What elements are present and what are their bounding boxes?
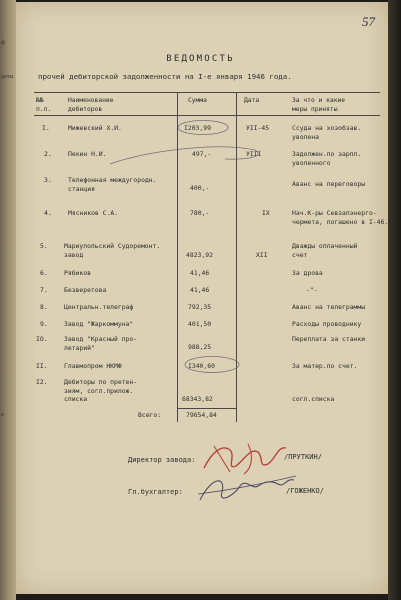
total-label: Всего: [138, 411, 162, 419]
row-num: IO. [36, 335, 48, 343]
header-name: Наименование дебиторов [68, 97, 114, 113]
header-date: Дата [244, 97, 260, 104]
row-num: 6. [40, 269, 48, 277]
director-label: Директор завода: [128, 456, 196, 464]
row-name: Главмопром НКМФ [64, 362, 122, 370]
folio-number: 57 [362, 14, 375, 29]
row-name: Рябиков [64, 269, 91, 277]
row-sum: 401,50 [188, 320, 212, 328]
row-name: Пекин Н.И. [68, 150, 107, 158]
row-name: Завод "Жаркоммуна" [64, 320, 134, 328]
row-measures: Расходы проводнику [292, 320, 362, 328]
row-num: 3. [44, 176, 52, 184]
row-date: УII-45 [246, 124, 270, 132]
margin-fragment: ф [1, 40, 5, 46]
row-date: XII [256, 251, 268, 259]
header-sum: Сумма [188, 97, 207, 104]
accountant-label: Гл.бухгалтер: [128, 488, 183, 496]
row-sum: I203,99 [184, 124, 211, 132]
row-measures: За матер.по счет. [292, 362, 358, 370]
row-name: Дебиторы по претен- зиям, согл.прилож. списка [64, 378, 138, 404]
row-measures: согл.списка [292, 395, 335, 403]
row-measures: Аванс на переговоры [292, 180, 366, 188]
row-measures: За дрова [292, 269, 323, 277]
row-name: Безверетова [64, 286, 107, 294]
row-sum: 792,35 [188, 303, 212, 311]
director-name: /ПРУТКИН/ [284, 453, 322, 461]
row-sum: I340,60 [188, 362, 215, 370]
row-measures: -"- [306, 286, 318, 294]
row-measures: Дважды оплаченный счет [292, 242, 358, 259]
row-sum: 4823,92 [186, 251, 213, 259]
row-num: 2. [44, 150, 52, 158]
row-num: II. [36, 362, 48, 370]
margin-fragment: анты [1, 74, 14, 80]
row-measures: Переплата за станки [292, 335, 366, 343]
row-name: Мясников С.А. [68, 209, 119, 217]
row-num: I2. [36, 378, 48, 386]
row-sum: 780,- [190, 209, 210, 217]
header-measures: За что и какие меры приняты [292, 97, 346, 113]
row-sum: 497,- [192, 150, 212, 158]
document-title: ВЕДОМОСТЬ [166, 54, 235, 64]
row-measures: Нач.К-ры Севзапэнерго- чермета, погашено в I-46.г. [292, 209, 396, 226]
header-num: №№ п.п. [36, 97, 52, 113]
row-name: Завод "Красный про- летарий" [64, 335, 138, 352]
row-measures: Задолжен.по зарпл. уволенного [292, 150, 362, 167]
row-date: УIII [246, 150, 262, 158]
row-num: 4. [44, 209, 52, 217]
row-measures: Ссуда на хозобзав. уволена [292, 124, 362, 141]
row-sum: 988,25 [188, 343, 212, 351]
row-name: Телефонная междугородн. станция [68, 176, 157, 193]
row-name: Мариупольский Судоремонт. завод [64, 242, 161, 259]
row-name: Мижевский Х.И. [68, 124, 122, 132]
margin-fragment: я [1, 412, 4, 418]
row-measures: Аванс на телеграммы [292, 303, 366, 311]
row-sum: 400,- [190, 184, 210, 192]
row-num: 5. [40, 242, 48, 250]
row-num: 7. [40, 286, 48, 294]
row-sum: 41,46 [190, 269, 210, 277]
row-num: I. [42, 124, 50, 132]
row-num: 8. [40, 303, 48, 311]
row-sum: 41,46 [190, 286, 210, 294]
row-name: Центральн.телеграф [64, 303, 134, 311]
total-value: 79654,84 [186, 411, 217, 419]
accountant-name: /ГОЖЕНКО/ [286, 487, 324, 495]
row-date: IX [262, 209, 270, 217]
row-num: 9. [40, 320, 48, 328]
document-subtitle: прочей дебиторской задолженности на I-е января 1946 года. [38, 72, 292, 81]
row-sum: 68343,82 [182, 395, 213, 403]
